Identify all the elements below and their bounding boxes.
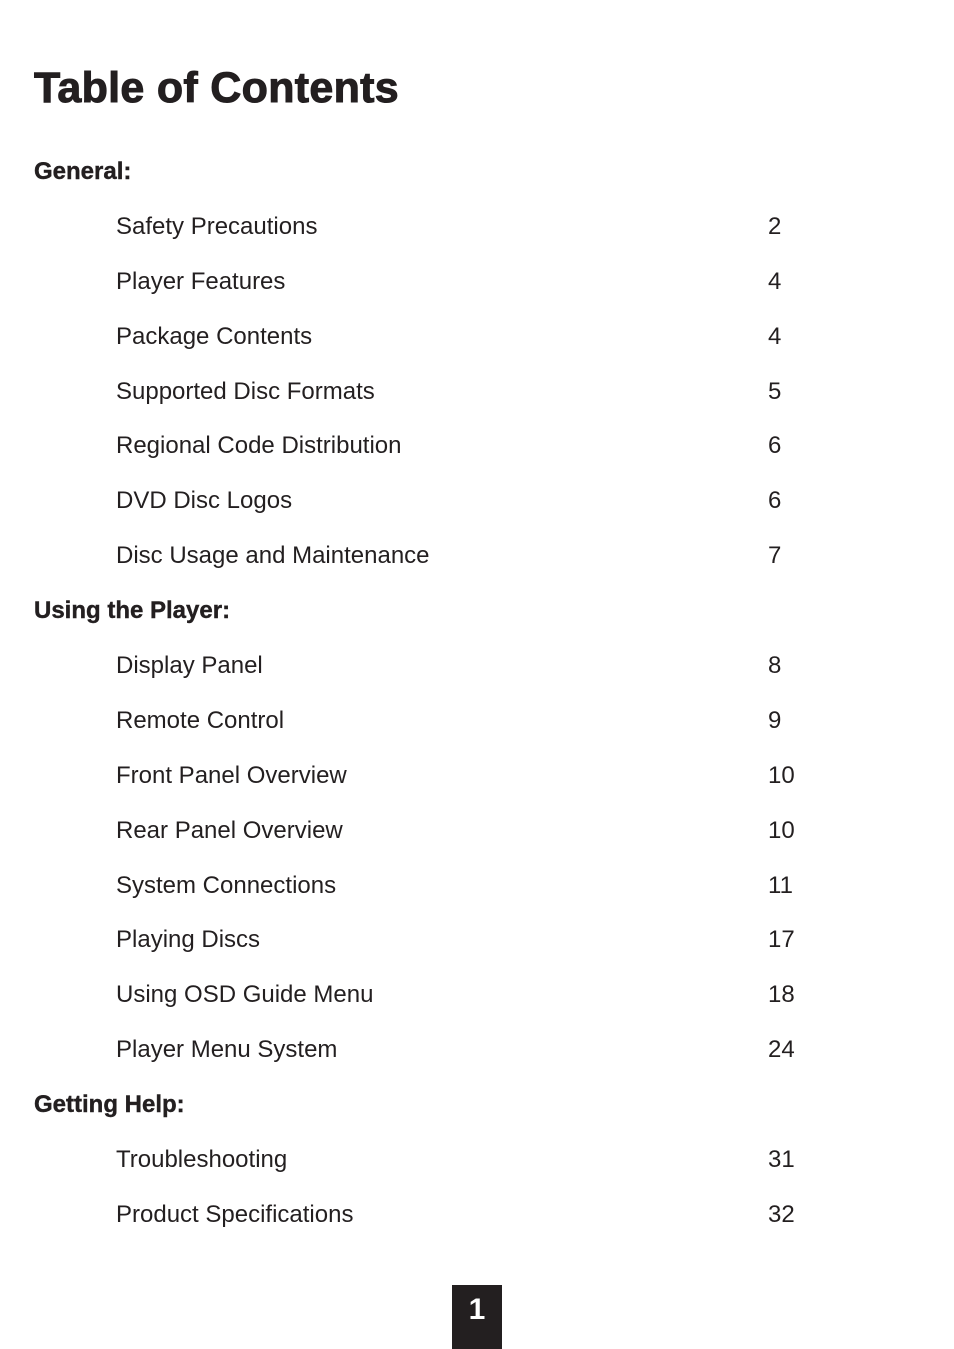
toc-entry-page: 32 (768, 1200, 795, 1228)
section-heading: General: (34, 158, 132, 185)
toc-entry-title: Display Panel (116, 652, 263, 680)
toc-entry-title: Rear Panel Overview (116, 816, 343, 844)
toc-entry-page: 8 (768, 652, 782, 680)
toc-entry (0, 968, 954, 1023)
toc-entry-title: Troubleshooting (116, 1146, 288, 1174)
toc-entry (0, 474, 954, 529)
toc-entry-title: DVD Disc Logos (116, 487, 293, 515)
section-heading: Using the Player: (34, 597, 231, 625)
toc-entry-page: 6 (768, 487, 782, 515)
section-heading: Getting Help: (34, 1091, 185, 1119)
toc-entry-title: Playing Discs (116, 926, 261, 954)
table-of-contents (0, 145, 954, 1243)
toc-entry-title: Player Menu System (116, 1036, 338, 1064)
toc-entry-title: Remote Control (116, 706, 285, 734)
toc-entry-title: Using OSD Guide Menu (116, 981, 374, 1009)
toc-entry (0, 1133, 954, 1188)
toc-entry-page: 4 (768, 267, 782, 295)
toc-entry-page: 17 (768, 926, 795, 954)
toc-entry-page: 10 (768, 761, 795, 789)
toc-entry-page: 31 (768, 1146, 795, 1174)
toc-entry (0, 1023, 954, 1078)
toc-entry (0, 200, 954, 255)
toc-entry-page: 11 (768, 871, 793, 899)
toc-entry-title: System Connections (116, 871, 337, 899)
page-title: Table of Contents (34, 64, 400, 112)
section-heading-row (0, 1078, 954, 1133)
toc-entry-title: Player Features (116, 267, 286, 295)
toc-entry-page: 18 (768, 981, 795, 1009)
toc-entry (0, 694, 954, 749)
toc-entry-title: Regional Code Distribution (116, 432, 402, 460)
toc-entry (0, 804, 954, 859)
toc-entry (0, 749, 954, 804)
section-heading-row (0, 584, 954, 639)
toc-entry-page: 9 (768, 706, 782, 734)
toc-entry-page: 24 (768, 1036, 795, 1064)
toc-entry-page: 7 (768, 542, 782, 570)
toc-entry (0, 1188, 954, 1243)
toc-entry-title: Front Panel Overview (116, 761, 347, 789)
toc-entry-title: Disc Usage and Maintenance (116, 542, 430, 570)
toc-entry (0, 365, 954, 420)
toc-entry (0, 419, 954, 474)
toc-entry (0, 255, 954, 310)
toc-entry (0, 859, 954, 914)
toc-entry (0, 529, 954, 584)
toc-entry (0, 913, 954, 968)
section-heading-row (0, 145, 954, 200)
toc-entry-title: Safety Precautions (116, 212, 318, 240)
toc-entry (0, 639, 954, 694)
toc-entry-title: Package Contents (116, 322, 313, 350)
page-number: 1 (452, 1285, 502, 1349)
toc-entry-page: 10 (768, 816, 795, 844)
toc-entry-page: 4 (768, 322, 782, 350)
toc-entry (0, 310, 954, 365)
toc-entry-title: Product Specifications (116, 1200, 354, 1228)
toc-entry-title: Supported Disc Formats (116, 377, 375, 405)
toc-entry-page: 2 (768, 212, 782, 240)
toc-entry-page: 6 (768, 432, 782, 460)
toc-entry-page: 5 (768, 377, 782, 405)
